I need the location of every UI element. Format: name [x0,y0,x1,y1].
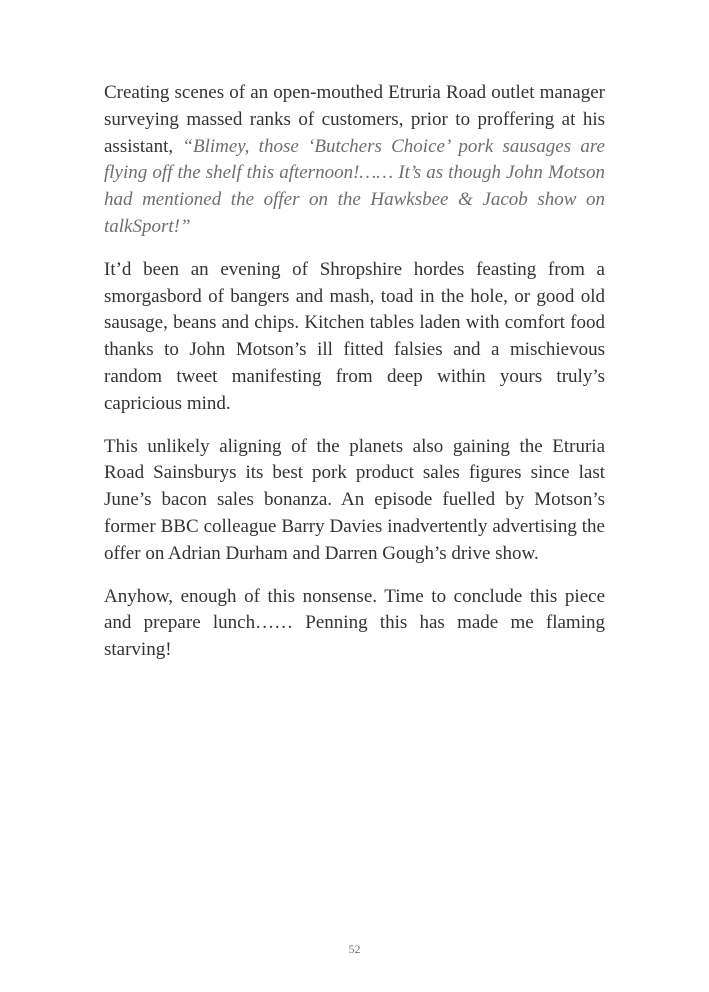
paragraph-4 [104,584,605,664]
page-body [104,80,605,680]
paragraph-1-text: Creating scenes of an open-mouthed Etruria Road outlet manager surveying massed ranks of customers, prior to proffering at his assistant, [104,82,605,157]
paragraph-3 [104,434,605,568]
paragraph-4-text: Anyhow, enough of this nonsense. Time to conclude this piece and prepare lunch…… Penning this has made me flaming starving! [104,585,605,661]
paragraph-1 [104,80,605,241]
page-number: 52 [348,942,361,956]
paragraph-2-text: It’d been an evening of Shropshire hordes feasting from a smorgasbord of bangers and mash, toad in the hole, or good old sausage, beans and chips. Kitchen tables laden with comfort food thanks to John Motson’s ill fitted falsies and a mischievous random tweet manifesting from deep within yours truly’s capricious mind. [104,258,605,414]
paragraph-2 [104,257,605,418]
paragraph-1-quote: “Blimey, those ‘Butchers Choice’ pork sausages are flying off the shelf this afternoon!…… It’s as though John Motson had mentioned the offer on the Hawksbee & Jacob show on talkSport!” [104,135,605,237]
paragraph-3-text: This unlikely aligning of the planets also gaining the Etruria Road Sainsburys its best pork product sales figures since last June’s bacon sales bonanza. An episode fuelled by Motson’s former BBC colleague Barry Davies inadvertently advertising the offer on Adrian Durham and Darren Gough’s drive show. [104,435,605,564]
